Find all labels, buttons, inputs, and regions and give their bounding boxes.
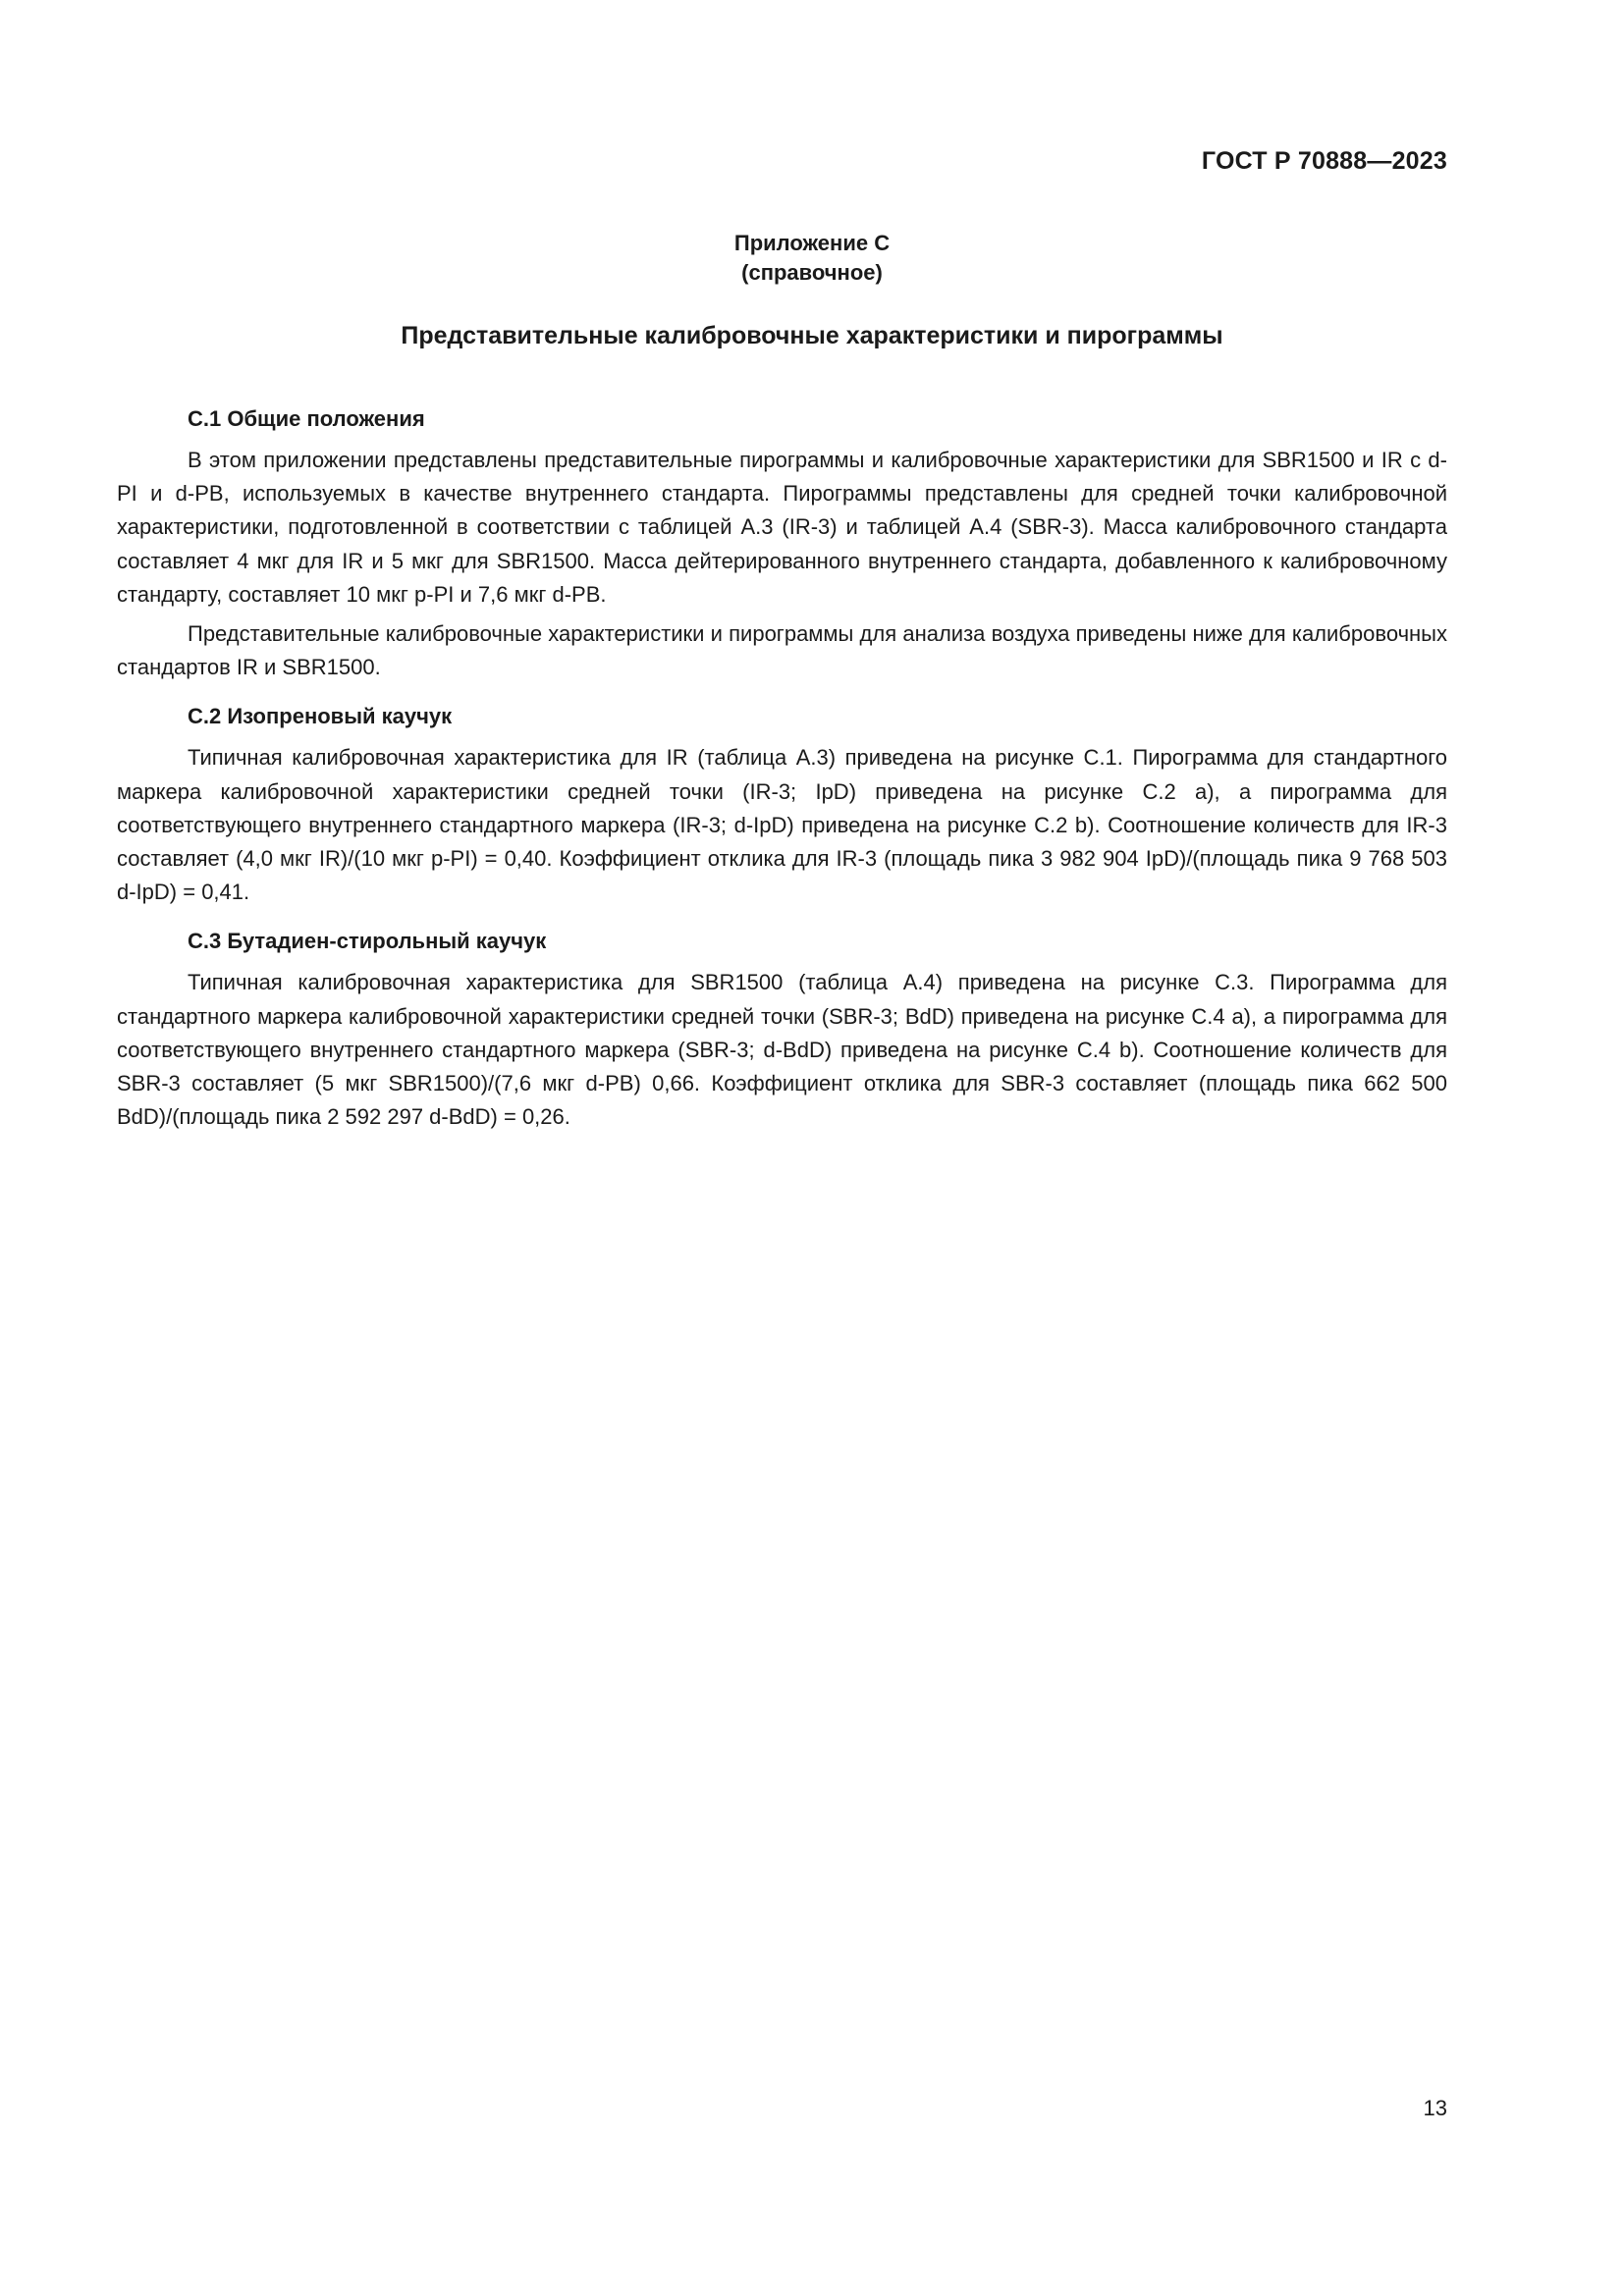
paragraph: Типичная калибровочная характеристика для IR (таблица А.3) приведена на рисунке С.1. Пирограмма для стандартного маркера калибровочной характеристики средней точки (IR-3; IpD) приведена на рисунке С.2 а), а пирограмма для соответствующего внутреннего стандартного маркера (IR-3; d-IpD) приведена на рисунке С.2 b). Соотношение количеств для IR-3 составляет (4,0 мкг IR)/(10 мкг p-PI) = 0,40. Коэффициент отклика для IR-3 (площадь пика 3 982 904 IpD)/(площадь пика 9 768 503 d-IpD) = 0,41. xyxy=(117,745,1447,905)
section-c2 xyxy=(117,700,1447,909)
section-heading: С.3 Бутадиен-стирольный каучук xyxy=(188,929,547,954)
section-heading: С.1 Общие положения xyxy=(188,406,425,431)
paragraph: Типичная калибровочная характеристика для SBR1500 (таблица А.4) приведена на рисунке С.3. Пирограмма для стандартного маркера калибровочной характеристики средней точки (SBR-3; BdD) приведена на рисунке С.4 а), а пирограмма для соответствующего внутреннего стандартного маркера (SBR-3; d-BdD) приведена на рисунке С.4 b). Соотношение количеств для SBR-3 составляет (5 мкг SBR1500)/(7,6 мкг d-PB) 0,66. Коэффициент отклика для SBR-3 составляет (площадь пика 662 500 BdD)/(площадь пика 2 592 297 d-BdD) = 0,26. xyxy=(117,970,1447,1130)
appendix-title: Представительные калибровочные характеристики и пирограммы xyxy=(401,322,1223,349)
appendix-heading xyxy=(0,229,1624,288)
appendix-type: (справочное) xyxy=(741,260,883,285)
paragraph: В этом приложении представлены представительные пирограммы и калибровочные характеристики для SBR1500 и IR с d-PI и d-PB, используемых в качестве внутреннего стандарта. Пирограммы представлены для средней точки калибровочной характеристики, подготовленной в соответствии с таблицей А.3 (IR-3) и таблицей А.4 (SBR-3). Масса калибровочного стандарта составляет 4 мкг для IR и 5 мкг для SBR1500. Масса дейтерированного внутреннего стандарта, добавленного к калибровочному стандарту, составляет 10 мкг p-PI и 7,6 мкг d-PB. xyxy=(117,448,1447,607)
section-c3 xyxy=(117,925,1447,1134)
paragraph: Представительные калибровочные характеристики и пирограммы для анализа воздуха приведены ниже для калибровочных стандартов IR и SBR1500. xyxy=(117,621,1447,680)
document-code: ГОСТ Р 70888—2023 xyxy=(1201,147,1447,175)
document-body xyxy=(117,402,1447,1140)
section-c1 xyxy=(117,402,1447,684)
page-number: 13 xyxy=(1423,2096,1447,2120)
appendix-label: Приложение С xyxy=(733,231,891,255)
section-heading: С.2 Изопреновый каучук xyxy=(188,704,453,729)
